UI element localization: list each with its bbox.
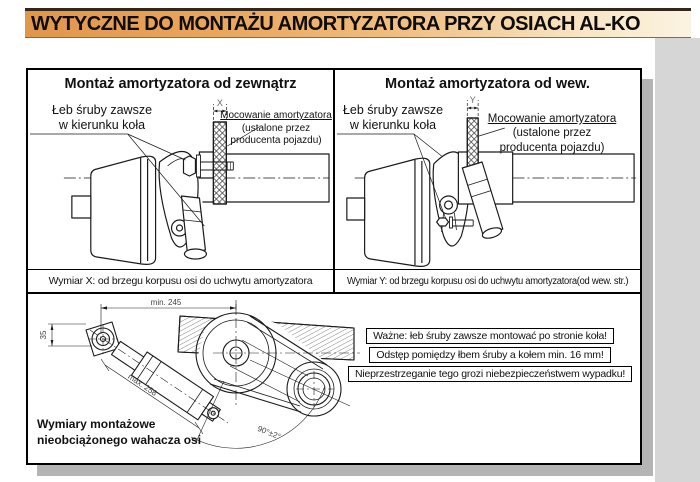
page-margin <box>655 38 700 482</box>
dimension-offset-label: 35 <box>39 330 48 340</box>
mounting-dimensions-label: Wymiary montażowe nieobciążonego wahacza osi <box>37 417 202 448</box>
panel-outside-header: Montaż amortyzatora od zewnątrz <box>64 76 297 92</box>
document-title: WYTYCZNE DO MONTAŻU AMORTYZATORA PRZY OSIACH AL-KO <box>31 12 641 35</box>
warning-box-clearance: Odstęp pomiędzy łbem śruby a kołem min. 16 mm! <box>369 347 610 363</box>
warning-box-screw-side: Ważne: łeb śruby zawsze montować po stronie koła! <box>366 328 614 344</box>
screw-direction-label: Łeb śruby zawsze w kierunku koła <box>51 103 153 133</box>
panel-inside-header: Montaż amortyzatora od wew. <box>385 76 590 92</box>
mounting-panels <box>28 70 640 294</box>
mount-point-label: Mocowanie amortyzatora (ustalone przez producenta pojazdu) <box>220 110 332 146</box>
dimension-min-label: min. 245 <box>150 298 182 307</box>
bottom-section <box>28 294 640 465</box>
warning-box-danger: Nieprzestrzeganie tego grozi niebezpieczeństwem wypadku! <box>348 366 632 382</box>
dimension-y-label: Y <box>469 94 476 106</box>
panel-inside-mounting <box>335 70 640 292</box>
screw-direction-label: Łeb śruby zawsze w kierunku koła <box>342 103 444 133</box>
warnings-list <box>340 328 640 382</box>
panel-outside-mounting <box>28 70 335 292</box>
mount-point-label: Mocowanie amortyzatora (ustalone przez producenta pojazdu) <box>487 113 617 154</box>
content-frame <box>26 68 642 465</box>
title-bar <box>25 8 691 38</box>
dimension-angle-label: 90°±2° <box>256 423 282 442</box>
dimension-x-label: X <box>216 97 223 109</box>
dimension-max-label: max. 258 <box>126 371 159 398</box>
panel-outside-caption: Wymiar X: od brzegu korpusu osi do uchwytu amortyzatora <box>28 269 333 292</box>
panel-inside-caption: Wymiar Y: od brzegu korpusu osi do uchwytu amortyzatora(od wew. str.) <box>335 269 640 292</box>
